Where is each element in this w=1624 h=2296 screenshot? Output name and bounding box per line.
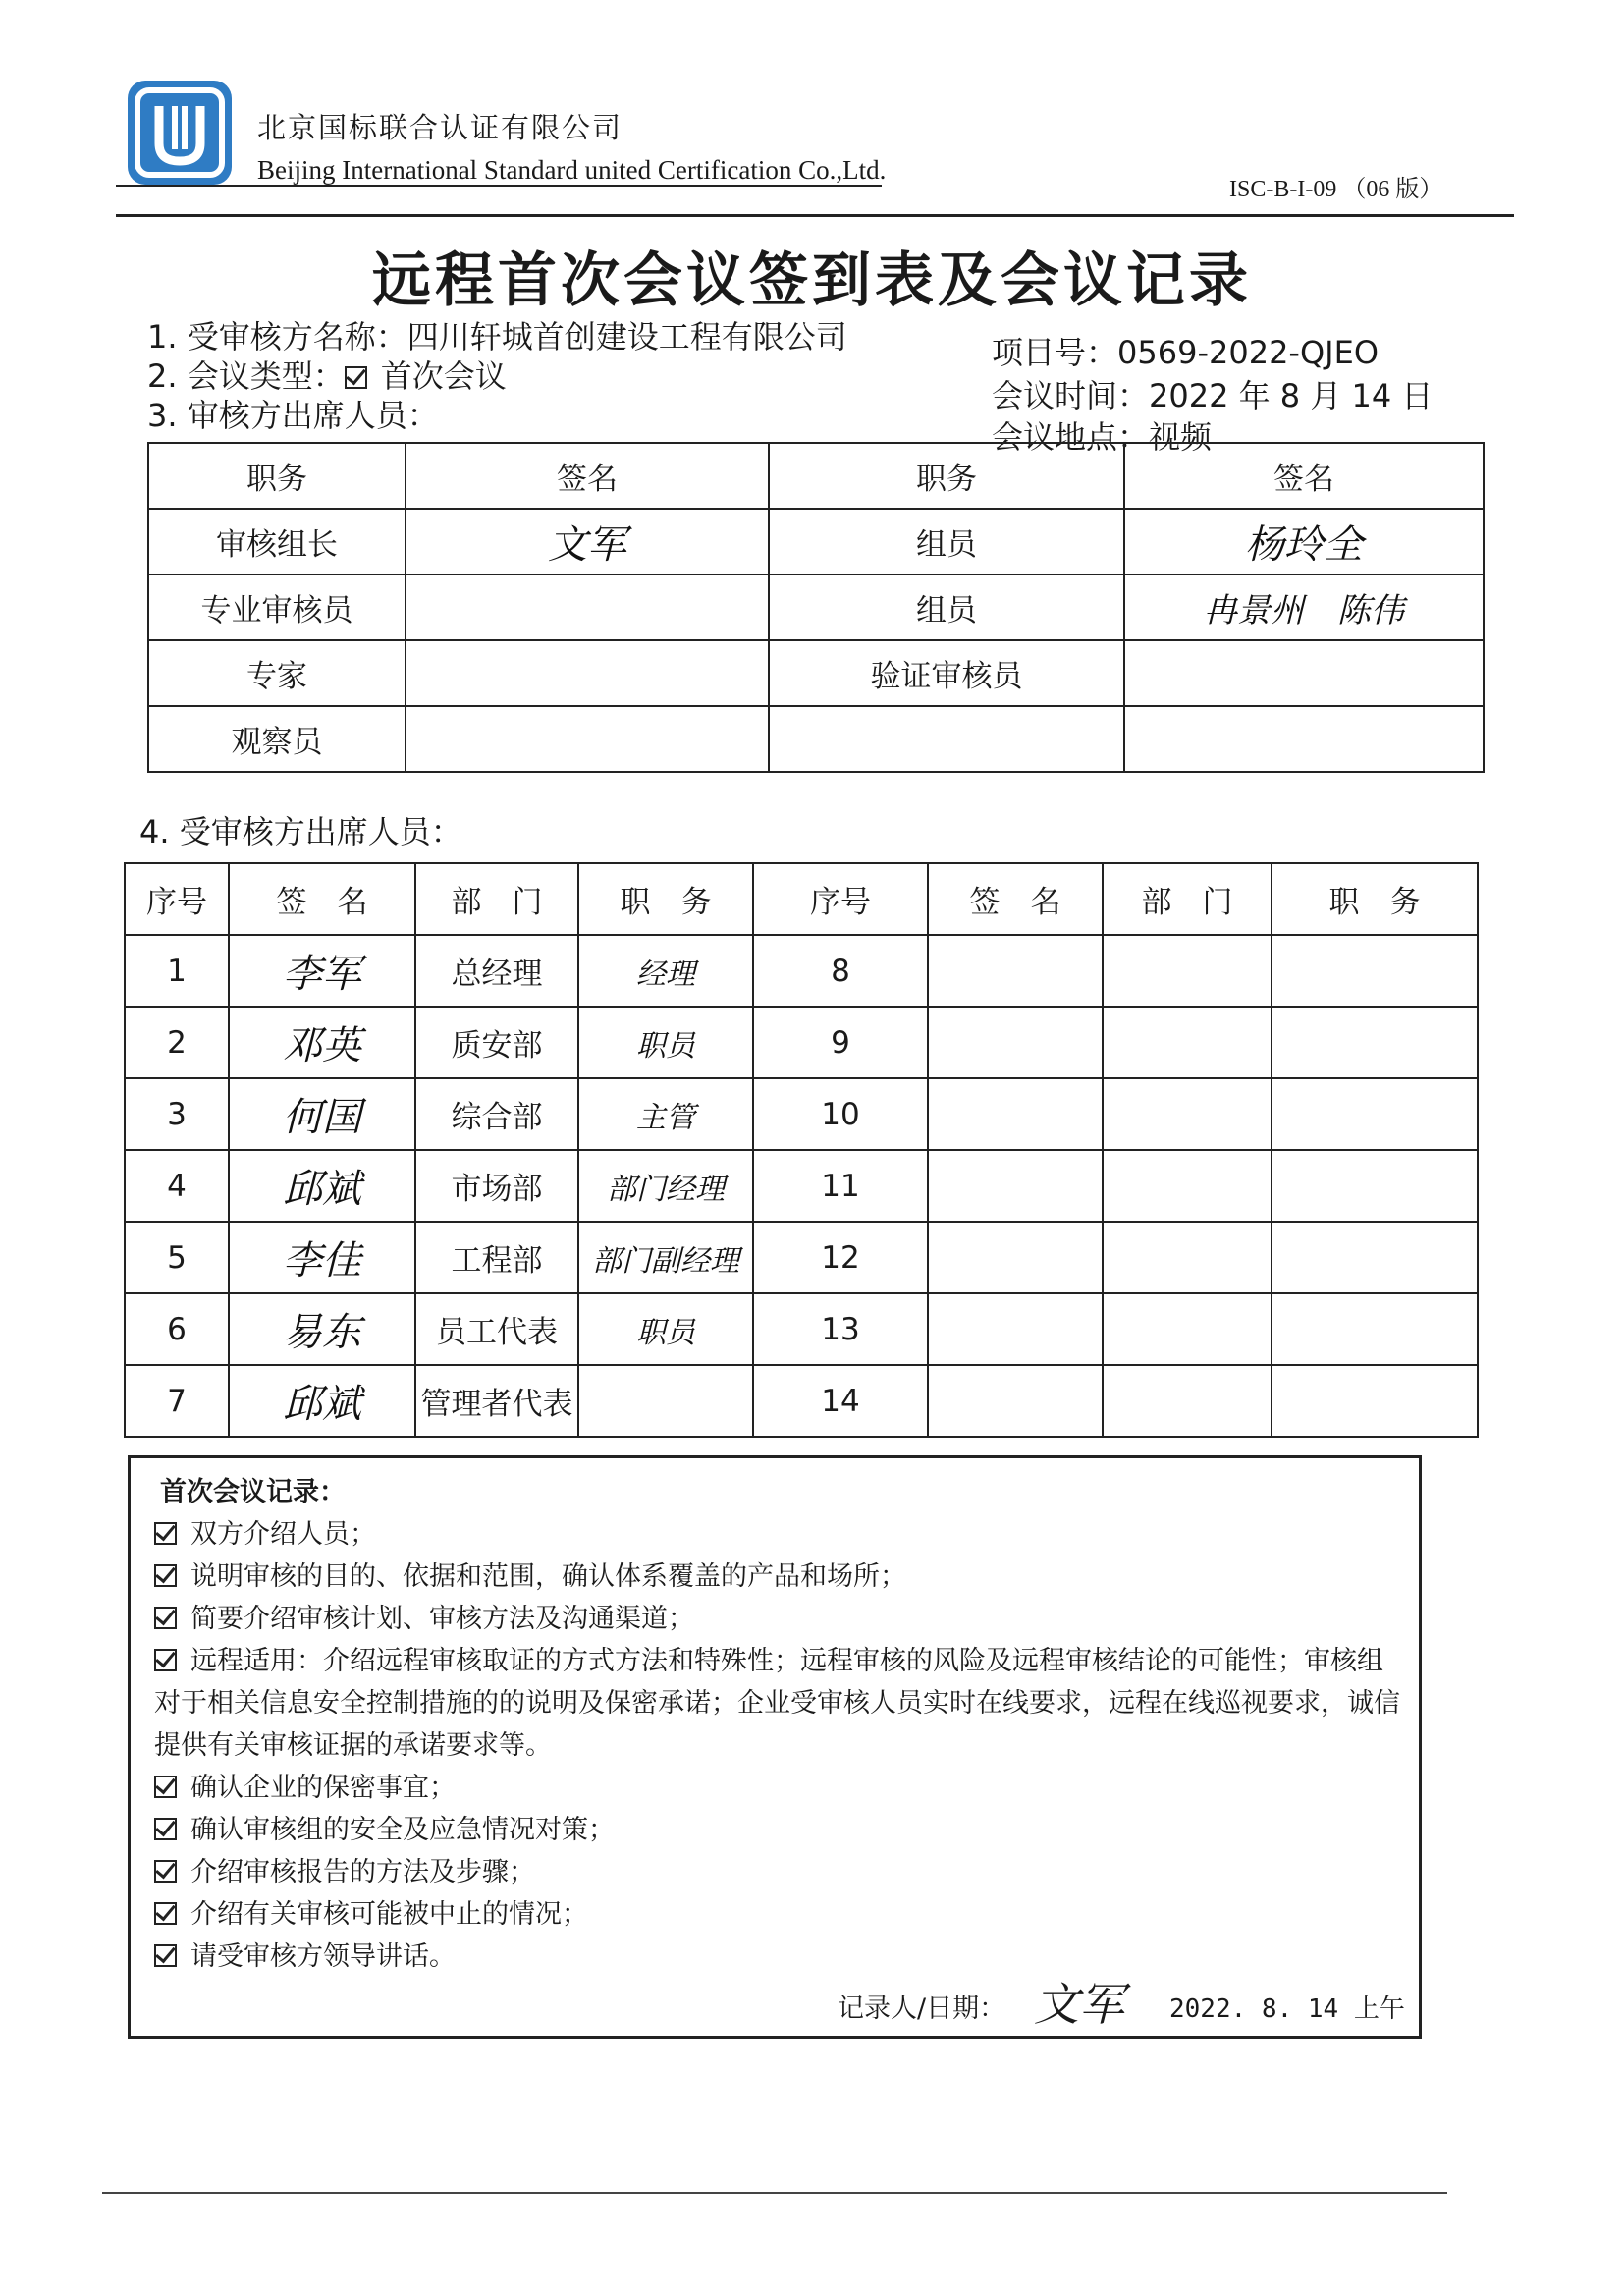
checklist-item-text: 远程适用：介绍远程审核取证的方式方法和特殊性；远程审核的风险及远程审核结论的可能性；审核组对于相关信息安全控制措施的的说明及保密承诺；企业受审核人员实时在线要求，远程在线巡视要求，诚信提供有关审核证据的承诺要求等。 bbox=[154, 1646, 1400, 1761]
company-logo bbox=[126, 79, 234, 187]
minutes-title: 首次会议记录： bbox=[160, 1477, 346, 1507]
department-cell bbox=[1103, 1222, 1272, 1293]
seq-cell: 3 bbox=[125, 1078, 229, 1150]
signature-cell bbox=[928, 1222, 1103, 1293]
column-header: 签名 bbox=[1124, 443, 1484, 509]
recorder-date: 2022. 8. 14 上午 bbox=[1169, 1995, 1405, 2024]
footer-divider bbox=[102, 2192, 1447, 2194]
auditee-table-body bbox=[125, 935, 1478, 1437]
table-header-row bbox=[125, 863, 1478, 935]
seq-cell: 14 bbox=[753, 1365, 928, 1437]
role-cell: 专业审核员 bbox=[148, 574, 406, 640]
checklist-item-text: 双方介绍人员； bbox=[190, 1519, 376, 1550]
document-code: ISC-B-I-09 （06 版） bbox=[1229, 177, 1443, 202]
meeting-time: 会议时间：2022 年 8 月 14 日 bbox=[992, 377, 1434, 414]
checklist-item-text: 请受审核方领导讲话。 bbox=[190, 1941, 456, 1972]
role-cell: 专家 bbox=[148, 640, 406, 706]
seq-cell: 7 bbox=[125, 1365, 229, 1437]
role-cell bbox=[769, 706, 1124, 772]
title-cell bbox=[1272, 1365, 1478, 1437]
role-cell: 验证审核员 bbox=[769, 640, 1124, 706]
department-cell: 总经理 bbox=[415, 935, 578, 1007]
company-name-en: Beijing International Standard united Certification Co.,Ltd. bbox=[257, 155, 887, 185]
department-cell bbox=[1103, 1293, 1272, 1365]
checkbox-checked-icon bbox=[154, 1522, 177, 1545]
recorder-label: 记录人/日期： bbox=[838, 1994, 1006, 2024]
table-row bbox=[125, 935, 1478, 1007]
column-header: 部 门 bbox=[415, 863, 578, 935]
signature-cell bbox=[1124, 706, 1484, 772]
column-header: 职 务 bbox=[1272, 863, 1478, 935]
checkbox-checked-icon bbox=[154, 1564, 177, 1587]
department-cell bbox=[1103, 935, 1272, 1007]
header-divider bbox=[116, 214, 1514, 217]
column-header: 序号 bbox=[125, 863, 229, 935]
title-cell bbox=[1272, 935, 1478, 1007]
department-cell bbox=[1103, 1007, 1272, 1078]
title-cell: 职员 bbox=[578, 1007, 753, 1078]
auditee-attendance-table bbox=[124, 862, 1479, 1438]
role-cell: 组员 bbox=[769, 574, 1124, 640]
signature-cell: 易东 bbox=[229, 1293, 415, 1365]
title-cell bbox=[1272, 1150, 1478, 1222]
signature-cell: 邱斌 bbox=[229, 1365, 415, 1437]
seq-cell: 11 bbox=[753, 1150, 928, 1222]
department-cell: 管理者代表 bbox=[415, 1365, 578, 1437]
seq-cell: 4 bbox=[125, 1150, 229, 1222]
seq-cell: 1 bbox=[125, 935, 229, 1007]
signature-cell bbox=[928, 1078, 1103, 1150]
checklist-item-text: 确认审核组的安全及应急情况对策； bbox=[190, 1815, 615, 1845]
column-header: 职务 bbox=[148, 443, 406, 509]
title-cell bbox=[1272, 1293, 1478, 1365]
role-cell: 组员 bbox=[769, 509, 1124, 574]
role-cell: 观察员 bbox=[148, 706, 406, 772]
table-row bbox=[125, 1150, 1478, 1222]
recorder-signature: 文军 bbox=[1034, 1978, 1124, 2031]
department-cell bbox=[1103, 1078, 1272, 1150]
checklist-item-text: 简要介绍审核计划、审核方法及沟通渠道； bbox=[190, 1604, 694, 1634]
column-header: 部 门 bbox=[1103, 863, 1272, 935]
seq-cell: 6 bbox=[125, 1293, 229, 1365]
department-cell: 工程部 bbox=[415, 1222, 578, 1293]
signature-cell bbox=[1124, 640, 1484, 706]
checkbox-checked-icon bbox=[154, 1902, 177, 1925]
checkbox-checked-icon bbox=[154, 1649, 177, 1671]
checkbox-checked-icon bbox=[154, 1818, 177, 1840]
signature-cell: 邓英 bbox=[229, 1007, 415, 1078]
title-cell bbox=[1272, 1007, 1478, 1078]
seq-cell: 9 bbox=[753, 1007, 928, 1078]
signature-cell bbox=[928, 935, 1103, 1007]
checklist-item bbox=[154, 1809, 1405, 1851]
auditor-attendees-label: 3. 审核方出席人员： bbox=[147, 397, 439, 434]
seq-cell: 2 bbox=[125, 1007, 229, 1078]
checklist-item bbox=[154, 1851, 1405, 1893]
role-cell: 审核组长 bbox=[148, 509, 406, 574]
signature-cell: 李军 bbox=[229, 935, 415, 1007]
meeting-type-label: 2. 会议类型： bbox=[147, 357, 345, 395]
table-row bbox=[125, 1365, 1478, 1437]
table-row bbox=[125, 1222, 1478, 1293]
title-cell: 经理 bbox=[578, 935, 753, 1007]
column-header: 签名 bbox=[406, 443, 769, 509]
checkbox-checked-icon bbox=[154, 1607, 177, 1629]
header-underline bbox=[116, 185, 882, 187]
checkbox-checked-icon bbox=[154, 1944, 177, 1967]
table-header-row bbox=[148, 443, 1484, 509]
signature-cell: 何国 bbox=[229, 1078, 415, 1150]
checklist-item bbox=[154, 1767, 1405, 1809]
signature-cell: 邱斌 bbox=[229, 1150, 415, 1222]
checklist-item-text: 说明审核的目的、依据和范围，确认体系覆盖的产品和场所； bbox=[190, 1561, 906, 1592]
checklist-item bbox=[154, 1640, 1405, 1767]
signature-cell bbox=[406, 640, 769, 706]
checklist-item-text: 确认企业的保密事宜； bbox=[190, 1773, 456, 1803]
signature-cell bbox=[928, 1007, 1103, 1078]
project-number: 项目号：0569-2022-QJEO bbox=[992, 334, 1380, 371]
column-header: 职 务 bbox=[578, 863, 753, 935]
department-cell: 质安部 bbox=[415, 1007, 578, 1078]
table-row bbox=[125, 1293, 1478, 1365]
checkbox-checked-icon bbox=[345, 366, 367, 389]
checklist-item bbox=[154, 1556, 1405, 1598]
table-row bbox=[148, 509, 1484, 574]
checkbox-checked-icon bbox=[154, 1776, 177, 1798]
title-cell bbox=[1272, 1078, 1478, 1150]
checklist-item-text: 介绍有关审核可能被中止的情况； bbox=[190, 1899, 588, 1930]
seq-cell: 13 bbox=[753, 1293, 928, 1365]
column-header: 职务 bbox=[769, 443, 1124, 509]
department-cell: 市场部 bbox=[415, 1150, 578, 1222]
seq-cell: 10 bbox=[753, 1078, 928, 1150]
column-header: 序号 bbox=[753, 863, 928, 935]
auditee-attendees-label: 4. 受审核方出席人员： bbox=[139, 813, 462, 850]
title-cell bbox=[578, 1365, 753, 1437]
title-cell: 主管 bbox=[578, 1078, 753, 1150]
company-name-cn: 北京国标联合认证有限公司 bbox=[257, 111, 623, 144]
checkbox-checked-icon bbox=[154, 1860, 177, 1883]
title-cell: 部门经理 bbox=[578, 1150, 753, 1222]
seq-cell: 12 bbox=[753, 1222, 928, 1293]
signature-cell: 冉景州 陈伟 bbox=[1124, 574, 1484, 640]
signature-cell: 李佳 bbox=[229, 1222, 415, 1293]
auditor-attendance-table bbox=[147, 442, 1485, 773]
seq-cell: 5 bbox=[125, 1222, 229, 1293]
department-cell bbox=[1103, 1365, 1272, 1437]
table-row bbox=[148, 640, 1484, 706]
checklist-item bbox=[154, 1513, 1405, 1556]
table-row bbox=[148, 574, 1484, 640]
title-cell: 部门副经理 bbox=[578, 1222, 753, 1293]
checklist-item bbox=[154, 1598, 1405, 1640]
department-cell: 综合部 bbox=[415, 1078, 578, 1150]
department-cell bbox=[1103, 1150, 1272, 1222]
auditee-name-line: 1. 受审核方名称：四川轩城首创建设工程有限公司 bbox=[147, 318, 847, 355]
signature-cell: 文军 bbox=[406, 509, 769, 574]
signature-cell bbox=[406, 706, 769, 772]
signature-cell bbox=[928, 1150, 1103, 1222]
checklist-item-text: 介绍审核报告的方法及步骤； bbox=[190, 1857, 535, 1887]
title-cell bbox=[1272, 1222, 1478, 1293]
table-row bbox=[148, 706, 1484, 772]
title-cell: 职员 bbox=[578, 1293, 753, 1365]
meeting-type-value: 首次会议 bbox=[380, 357, 507, 395]
page-title: 远程首次会议签到表及会议记录 bbox=[372, 246, 1252, 315]
table-row bbox=[125, 1078, 1478, 1150]
minutes-checklist bbox=[154, 1513, 1405, 1978]
signature-cell: 杨玲全 bbox=[1124, 509, 1484, 574]
signature-cell bbox=[928, 1293, 1103, 1365]
seq-cell: 8 bbox=[753, 935, 928, 1007]
checklist-item bbox=[154, 1936, 1405, 1978]
meeting-place: 会议地点：视频 bbox=[992, 418, 1213, 456]
column-header: 签 名 bbox=[229, 863, 415, 935]
signature-cell bbox=[928, 1365, 1103, 1437]
checklist-item bbox=[154, 1893, 1405, 1936]
signature-cell bbox=[406, 574, 769, 640]
meeting-minutes-box bbox=[128, 1455, 1422, 2039]
table-row bbox=[125, 1007, 1478, 1078]
department-cell: 员工代表 bbox=[415, 1293, 578, 1365]
column-header: 签 名 bbox=[928, 863, 1103, 935]
